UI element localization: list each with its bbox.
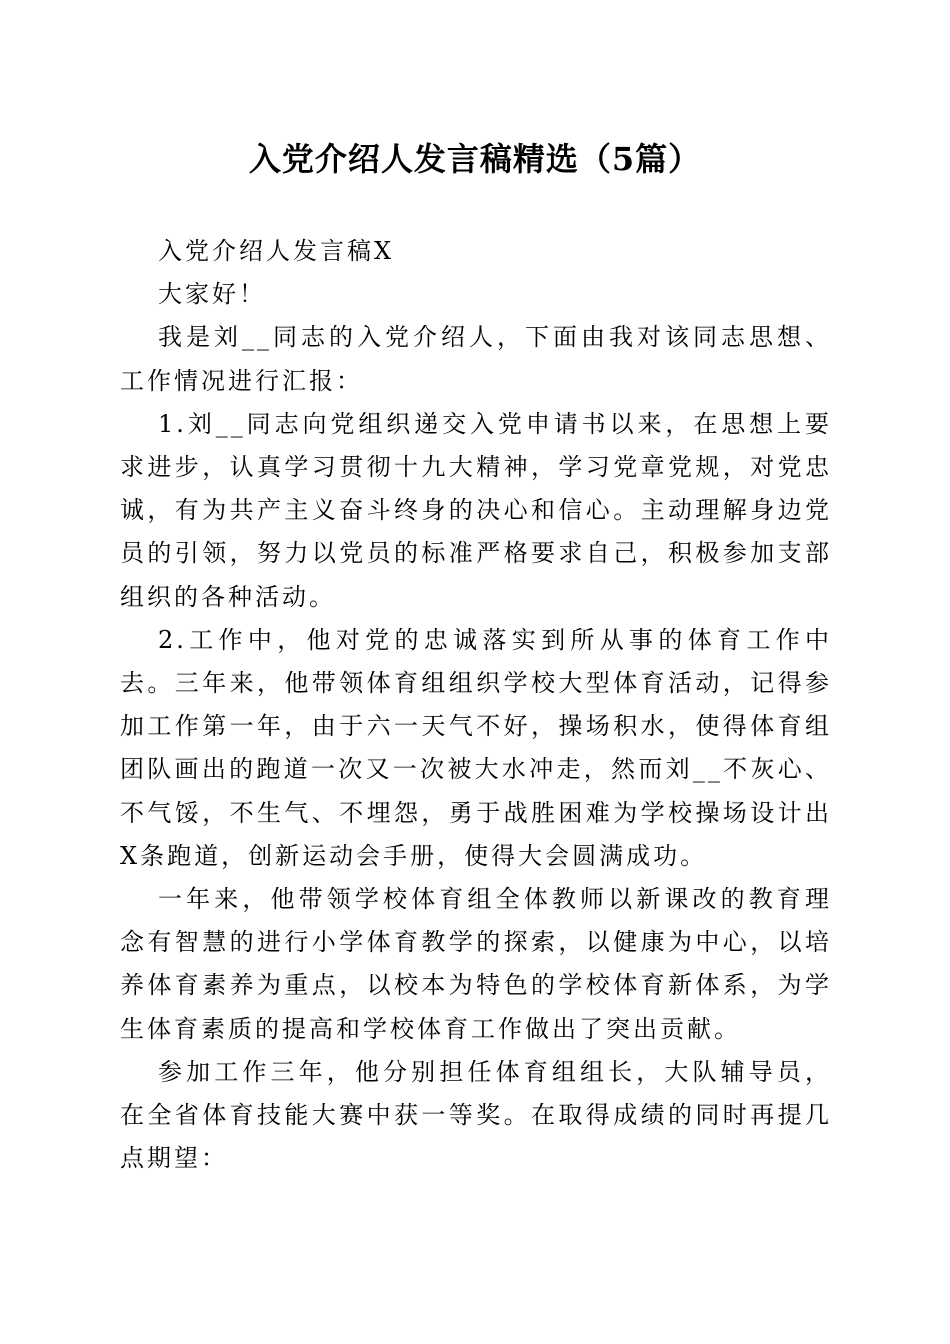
paragraph-intro: 我是刘__同志的入党介绍人，下面由我对该同志思想、工作情况进行汇报： xyxy=(120,323,832,395)
paragraph-three-years: 参加工作三年，他分别担任体育组组长，大队辅导员，在全省体育技能大赛中获一等奖。在取得成绩的同时再提几点期望： xyxy=(120,1057,832,1173)
paragraph-greeting: 大家好！ xyxy=(158,280,266,309)
document-body xyxy=(120,230,832,1180)
document-title: 入党介绍人发言稿精选（5篇） xyxy=(248,140,702,178)
paragraph-one-year: 一年来，他带领学校体育组全体教师以新课改的教育理念有智慧的进行小学体育教学的探索，以健康为中心，以培养体育素养为重点，以校本为特色的学校体育新体系，为学生体育素质的提高和学校体育工作做出了突出贡献。 xyxy=(120,885,832,1043)
paragraph-heading: 入党介绍人发言稿X xyxy=(158,237,395,265)
paragraph-point-2: 2.工作中，他对党的忠诚落实到所从事的体育工作中去。三年来，他带领体育组组织学校大型体育活动，记得参加工作第一年，由于六一天气不好，操场积水，使得体育组团队画出的跑道一次又一次被大水冲走，然而刘__不灰心、不气馁，不生气、不埋怨，勇于战胜困难为学校操场设计出X条跑道，创新运动会手册，使得大会圆满成功。 xyxy=(120,625,832,870)
paragraph-point-1: 1.刘__同志向党组织递交入党申请书以来，在思想上要求进步，认真学习贯彻十九大精神，学习党章党规，对党忠诚，有为共产主义奋斗终身的决心和信心。主动理解身边党员的引领，努力以党员的标准严格要求自己，积极参加支部组织的各种活动。 xyxy=(120,409,832,611)
